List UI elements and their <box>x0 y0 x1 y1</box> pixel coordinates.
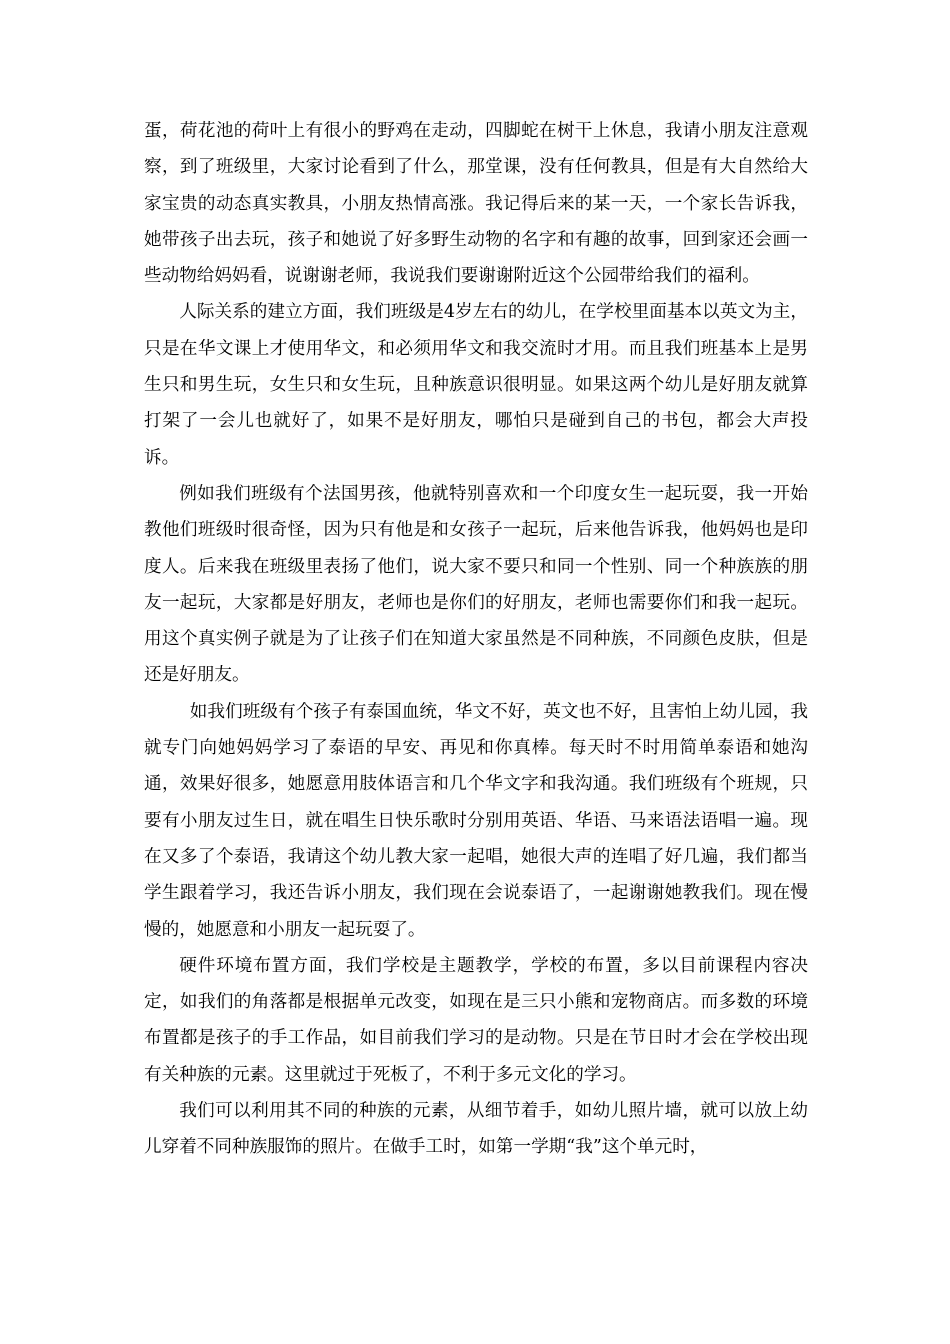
paragraph-thai-child-example: 如我们班级有个孩子有泰国血统，华文不好，英文也不好，且害怕上幼儿园，我就专门向她妈妈学习了泰语的早安、再见和你真棒。每天时不时用简单泰语和她沟通，效果好很多，她愿意用肢体语言和几个华文字和我沟通。我们班级有个班规，只要有小朋友过生日，就在唱生日快乐歌时分别用英语、华语、马来语法语唱一遍。现在又多了个泰语，我请这个幼儿教大家一起唱，她很大声的连唱了好几遍，我们都当学生跟着学习，我还告诉小朋友，我们现在会说泰语了，一起谢谢她教我们。现在慢慢的，她愿意和小朋友一起玩耍了。 <box>144 701 808 940</box>
paragraph-relationships: 人际关系的建立方面，我们班级是4岁左右的幼儿，在学校里面基本以英文为主，只是在华文课上才使用华文，和必须用华文和我交流时才用。而且我们班基本上是男生只和男生玩，女生只和女生玩，且种族意识很明显。如果这两个幼儿是好朋友就算打架了一会儿也就好了，如果不是好朋友，哪怕只是碰到自己的书包，都会大声投诉。 <box>144 302 808 468</box>
document-body <box>144 113 808 1166</box>
paragraph-cultural-elements: 我们可以利用其不同的种族的元素，从细节着手，如幼儿照片墙，就可以放上幼儿穿着不同种族服饰的照片。在做手工时，如第一学期“我”这个单元时， <box>144 1101 808 1158</box>
paragraph-environment-layout: 硬件环境布置方面，我们学校是主题教学，学校的布置，多以目前课程内容决定，如我们的角落都是根据单元改变，如现在是三只小熊和宠物商店。而多数的环境布置都是孩子的手工作品，如目前我们学习的是动物。只是在节日时才会在学校出现有关种族的元素。这里就过于死板了，不利于多元文化的学习。 <box>144 955 808 1085</box>
paragraph-park-lesson: 蛋，荷花池的荷叶上有很小的野鸡在走动，四脚蛇在树干上休息，我请小朋友注意观察，到了班级里，大家讨论看到了什么，那堂课，没有任何教具，但是有大自然给大家宝贵的动态真实教具，小朋友热情高涨。我记得后来的某一天，一个家长告诉我，她带孩子出去玩，孩子和她说了好多野生动物的名字和有趣的故事，回到家还会画一些动物给妈妈看，说谢谢老师，我说我们要谢谢附近这个公园带给我们的福利。 <box>144 121 808 287</box>
paragraph-french-boy-example: 例如我们班级有个法国男孩，他就特别喜欢和一个印度女生一起玩耍，我一开始教他们班级时很奇怪，因为只有他是和女孩子一起玩，后来他告诉我，他妈妈也是印度人。后来我在班级里表扬了他们，说大家不要只和同一个性别、同一个种族族的朋友一起玩，大家都是好朋友，老师也是你们的好朋友，老师也需要你们和我一起玩。用这个真实例子就是为了让孩子们在知道大家虽然是不同种族，不同颜色皮肤，但是还是好朋友。 <box>144 483 808 686</box>
